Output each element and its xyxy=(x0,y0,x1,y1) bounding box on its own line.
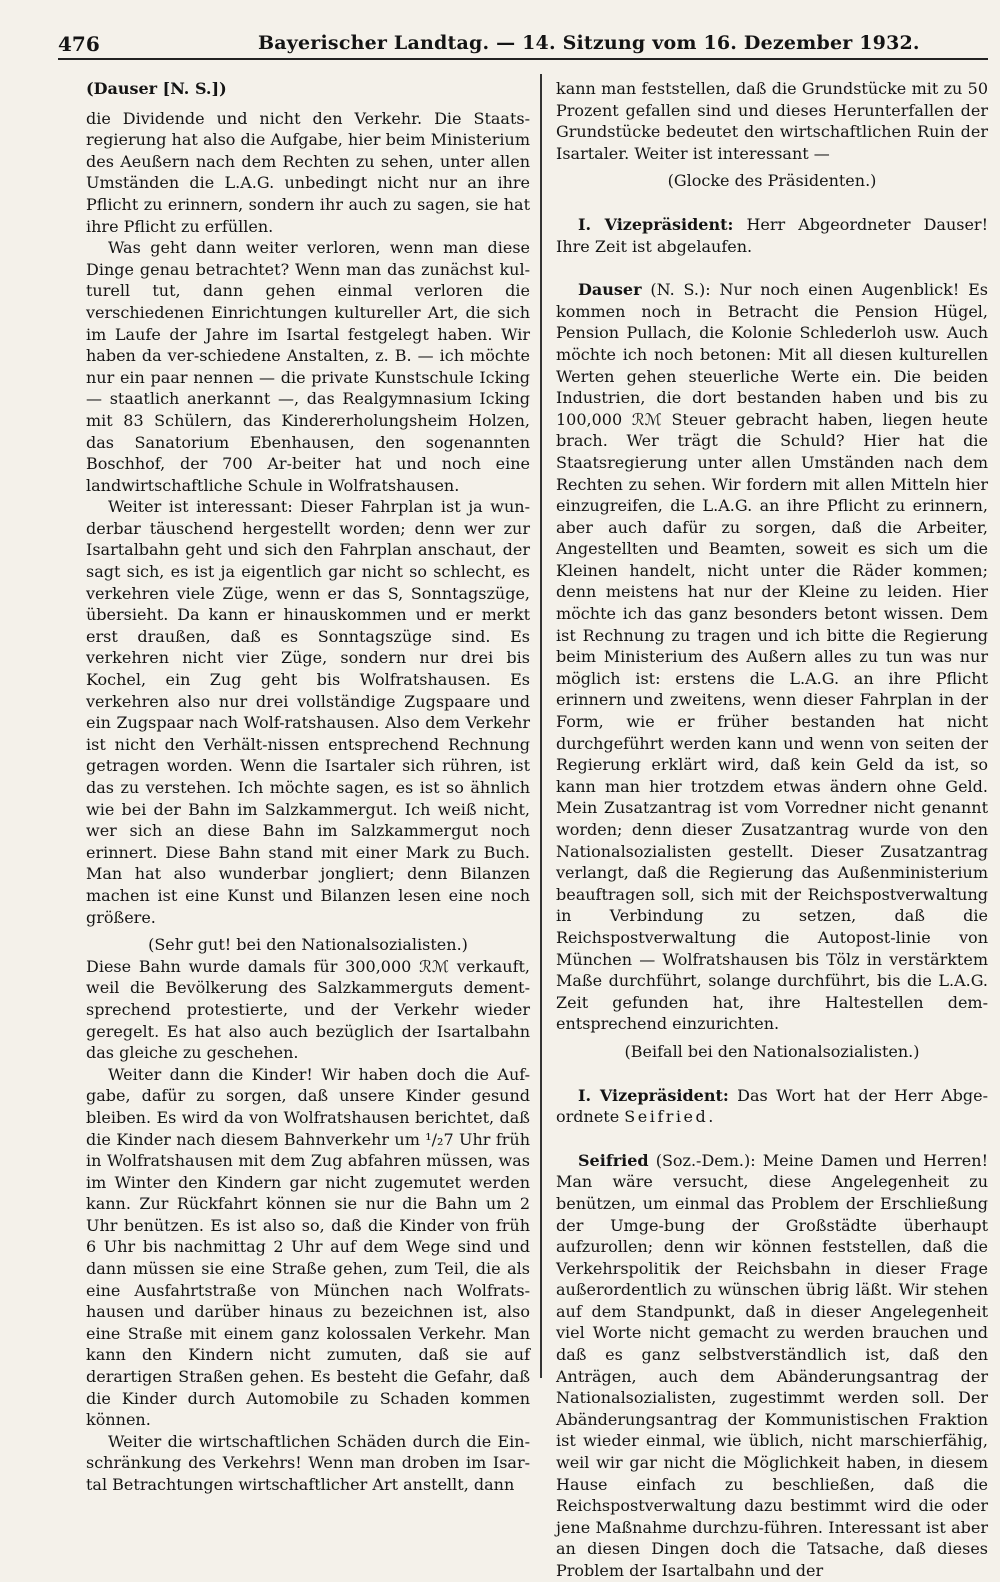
speech-text: (Soz.-Dem.): Meine Damen und Herren! Man wäre versucht, diese Angelegenheit zu benützen, um einmal das Problem der Erschließung der Umge-bung der Großstädte überhaupt aufzurollen; denn wir können feststellen, daß die Verkehrspolitik der Reichsbahn in dieser Frage außerordentlich zu wünschen übrig läßt. Wir stehen auf dem Standpunkt, daß in dieser Angelegenheit viel Worte nicht gemacht zu werden brauchen und daß es ganz selbstverständlich ist, daß den Anträgen, auch dem Abänderungsantrag der Nationalsozialisten, zugestimmt werden soll. Der Abänderungsantrag der Kommunistischen Fraktion ist wieder einmal, wie üblich, nicht marschierfähig, weil wir gar nicht die Möglichkeit haben, in diesem Hause einfach zu beschließen, daß die Reichspostverwaltung dazu bestimmt wird die oder jene Maßnahme durchzu-führen. Interessant ist aber an diesen Dingen doch die Tatsache, daß dieses Problem der Isartalbahn und der xyxy=(556,1150,988,1580)
speech-text: Das Wort hat der Herr Abge-ordnete xyxy=(556,1085,989,1127)
page-header xyxy=(58,28,988,60)
speech-vice-president xyxy=(556,214,988,257)
speaker-name: I. Vizepräsident: xyxy=(578,1085,729,1105)
speaker-heading: (Dauser [N. S.]) xyxy=(86,79,227,98)
paragraph: Weiter die wirtschaftlichen Schäden durch die Ein-schränkung des Verkehrs! Wenn man droben im Isar-tal Betrachtungen wirtschaftlicher Art anstellt, dann xyxy=(86,1431,530,1494)
speaker-name: Seifried xyxy=(578,1150,649,1170)
running-title: Bayerischer Landtag. — 14. Sitzung vom 16. Dezember 1932. xyxy=(258,32,920,54)
right-column xyxy=(556,78,988,1582)
column-divider xyxy=(540,74,542,1378)
speaker-name: I. Vizepräsident: xyxy=(578,214,734,234)
paragraph: kann man feststellen, daß die Grundstücke mit zu 50 Prozent gefallen sind und dieses Herunterfallen der Grundstücke bedeutet den wirtschaftlichen Ruin der Isartaler. Weiter ist interessant — xyxy=(556,79,988,163)
paragraph: Diese Bahn wurde damals für 300,000 ℛℳ verkauft, weil die Bevölkerung des Salzkammerguts dement-sprechend protestierte, und der Verkehr wieder geregelt. Es hat also auch bezüglich der Isartalbahn das gleiche zu geschehen. xyxy=(86,956,530,1063)
paragraph: Weiter dann die Kinder! Wir haben doch die Auf-gabe, dafür zu sorgen, daß unsere Kinder gesund bleiben. Es wird da von Wolfratshausen berichtet, daß die Kinder nach diesem Bahnverkehr um ¹/₂7 Uhr früh in Wolfratshausen mit dem Zug abfahren müssen, was im Winter den Kindern gar nicht zugemutet werden kann. Zur Rückfahrt können sie nur die Bahn um 2 Uhr benützen. Es ist also so, daß die Kinder von früh 6 Uhr bis nachmittag 2 Uhr auf dem Wege sind und dann müssen sie eine Straße gehen, zum Teil, die als eine Ausfahrtstraße von München nach Wolfrats-hausen und darüber hinaus zu bezeichnen ist, also eine Straße mit einem ganz kolossalen Verkehr. Man kann den Kindern nicht zumuten, daß sie auf derartigen Straßen gehen. Es besteht die Gefahr, daß die Kinder durch Automobile zu Schaden kommen können. xyxy=(86,1064,530,1430)
page-number: 476 xyxy=(58,32,100,56)
left-column xyxy=(86,78,530,1496)
speaker-name: Dauser xyxy=(578,280,642,300)
paragraph: Weiter ist interessant: Dieser Fahrplan ist ja wun-derbar täuschend hergestellt worden; denn wer zur Isartalbahn geht und sich den Fahrplan anschaut, der sagt sich, es ist ja eigentlich gar nicht so schlecht, es verkehren viele Züge, wenn er das S, Sonntagszüge, übersieht. Da kann er hinauskommen und er merkt erst draußen, daß es Sonntagszüge sind. Es verkehren nicht vier Züge, sondern nur drei bis Kochel, ein Zug geht bis Wolfratshausen. Es verkehren also nur drei vollständige Zugspaare und ein Zugspaar nach Wolf-ratshausen. Also dem Verkehr ist nicht den Verhält-nissen entsprechend Rechnung getragen worden. Wenn die Isartaler sich rühren, ist das zu verstehen. Ich möchte sagen, es ist so ähnlich wie bei der Bahn im Salzkammergut. Ich weiß nicht, wer sich an diese Bahn im Salzkammergut noch erinnert. Diese Bahn stand mit einer Mark zu Buch. Man hat also wunderbar jongliert; denn Bilanzen machen ist eine Kunst und Bilanzen lesen eine noch größere. xyxy=(86,497,530,927)
speech-seifried xyxy=(556,1150,988,1582)
speech-text: . xyxy=(708,1107,714,1127)
interjection: (Sehr gut! bei den Nationalsozialisten.) xyxy=(148,935,468,955)
paragraph: die Dividende und nicht den Verkehr. Die Staats-regierung hat also die Aufgabe, hier beim Ministerium des Aeußern nach dem Rechten zu sehen, unter allen Umständen die L.A.G. unbedingt nicht nur an ihre Pflicht zu erinnern, sondern ihr auch zu sagen, sie hat ihre Pflicht zu erfüllen. xyxy=(86,108,530,236)
speech-text: (N. S.): Nur noch einen Augenblick! Es kommen noch in Betracht die Pension Hügel, Pension Pullach, die Kolonie Schlederloh usw. Auch möchte ich noch betonen: Mit all diesen kulturellen Werten gehen steuerliche Werte ein. Die beiden Industrien, die dort bestanden haben und bis zu 100,000 ℛℳ Steuer gebracht haben, liegen heute brach. Wer trägt die Schuld? Hier hat die Staatsregierung unter allen Umständen nach dem Rechten zu sehen. Wir fordern mit allen Mitteln hier einzugreifen, die L.A.G. an ihre Pflicht zu erinnern, aber auch dafür zu sorgen, daß die Arbeiter, Angestellten und Beamten, soweit es sich um die Kleinen handelt, nicht unter die Räder kommen; denn meistens hat nur der Kleine zu leiden. Hier möchte ich das ganz besonders betont wissen. Dem ist Rechnung zu tragen und ich bitte die Regierung beim Ministerium des Außern alles zu tun was nur möglich ist: erstens die L.A.G. an ihre Pflicht erinnern und zweitens, wenn dieser Fahrplan in der Form, wie er früher bestanden hat nicht durchgeführt werden kann und wenn von seiten der Regierung erklärt wird, daß kein Geld da ist, so kann man hier trotzdem etwas ändern ohne Geld. Mein Zusatzantrag ist vom Vorredner nicht genannt worden; denn dieser Zusatzantrag wurde von den Nationalsozialisten gestellt. Dieser Zusatzantrag verlangt, daß die Regierung das Außenministerium beauftragen soll, sich mit der Reichspostverwaltung in Verbindung zu setzen, daß die Reichspostverwaltung die Autopost-linie von München — Wolfratshausen bis Tölz in verstärktem Maße durchführt, solange durchführt, bis die L.A.G. Zeit gefunden hat, ihre Haltestellen dem-entsprechend einzurichten. xyxy=(556,280,988,1034)
named-speaker: Seifried xyxy=(624,1107,709,1127)
speech-dauser xyxy=(556,279,988,1035)
speech-vice-president xyxy=(556,1085,988,1128)
interjection: (Beifall bei den Nationalsozialisten.) xyxy=(624,1041,920,1061)
interjection: (Glocke des Präsidenten.) xyxy=(667,171,877,191)
paragraph: Was geht dann weiter verloren, wenn man diese Dinge genau betrachtet? Wenn man das zunächst kul-turell tut, dann gehen einmal verloren die verschiedenen Einrichtungen kultureller Art, die sich im Laufe der Jahre im Isartal festgelegt haben. Wir haben da ver-schiedene Anstalten, z. B. — ich möchte nur ein paar nennen — die private Kunstschule Icking — staatlich anerkannt —, das Realgymnasium Icking mit 83 Schülern, das Kindererholungsheim Holzen, das Sanatorium Ebenhausen, den sogenannten Boschhof, der 700 Ar-beiter hat und noch eine landwirtschaftliche Schule in Wolfratshausen. xyxy=(86,238,530,495)
speech-text: Herr Abgeordneter Dauser! Ihre Zeit ist abgelaufen. xyxy=(556,214,989,256)
